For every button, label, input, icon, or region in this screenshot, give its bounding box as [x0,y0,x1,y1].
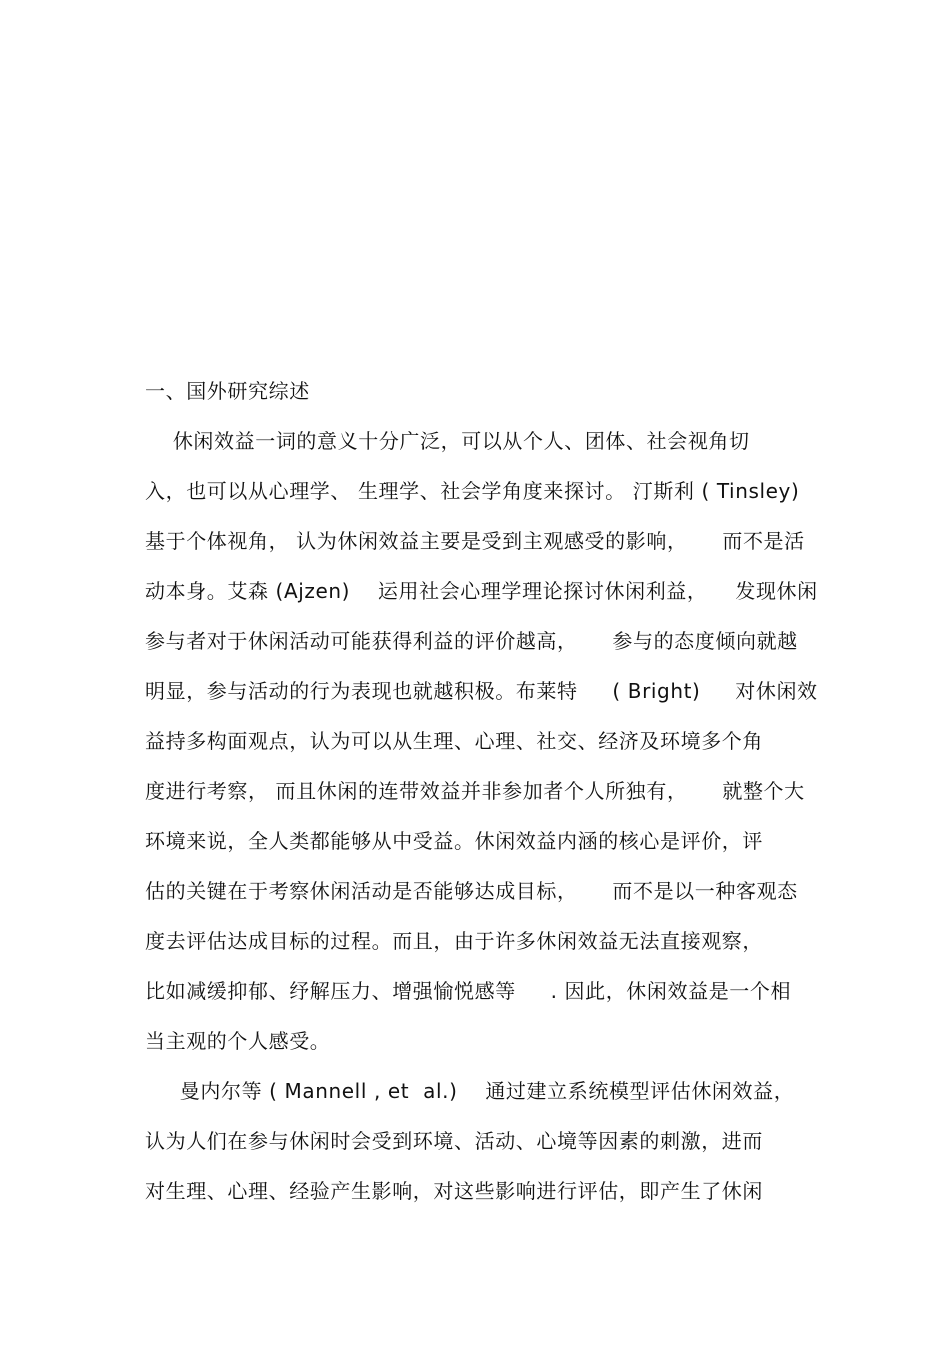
paragraph-line: 益持多构面观点，认为可以从生理、心理、社交、经济及环境多个角 [145,729,763,753]
paragraph-line: 曼内尔等 ( Mannell , et al.) 通过建立系统模型评估休闲效益， [145,1079,795,1103]
paragraph-line: 入，也可以从心理学、 生理学、社会学角度来探讨。 汀斯利 ( Tinsley) [145,479,800,503]
paragraph-line: 估的关键在于考察休闲活动是否能够达成目标， 而不是以一种客观态 [145,879,798,903]
paragraph-line: 参与者对于休闲活动可能获得利益的评价越高， 参与的态度倾向就越 [145,629,798,653]
paragraph-line: 环境来说，全人类都能够从中受益。休闲效益内涵的核心是评价，评 [145,829,763,853]
paragraph-line: 度进行考察， 而且休闲的连带效益并非参加者个人所独有， 就整个大 [145,779,805,803]
paragraph-line: 明显，参与活动的行为表现也就越积极。布莱特 ( Bright) 对休闲效 [145,679,818,703]
paragraph-line: 对生理、心理、经验产生影响，对这些影响进行评估，即产生了休闲 [145,1179,763,1203]
paragraph-line: 动本身。艾森 (Ajzen) 运用社会心理学理论探讨休闲利益， 发现休闲 [145,579,818,603]
paragraph-line: 基于个体视角， 认为休闲效益主要是受到主观感受的影响， 而不是活 [145,529,805,553]
paragraph-line: 休闲效益一词的意义十分广泛，可以从个人、团体、社会视角切 [145,429,750,453]
paragraph-line: 度去评估达成目标的过程。而且，由于许多休闲效益无法直接观察， [145,929,763,953]
section-heading: 一、国外研究综述 [145,379,310,403]
paragraph-line: 认为人们在参与休闲时会受到环境、活动、心境等因素的刺激，进而 [145,1129,763,1153]
paragraph-line: 比如减缓抑郁、纾解压力、增强愉悦感等 . 因此，休闲效益是一个相 [145,979,792,1003]
paragraph-line: 当主观的个人感受。 [145,1029,331,1053]
